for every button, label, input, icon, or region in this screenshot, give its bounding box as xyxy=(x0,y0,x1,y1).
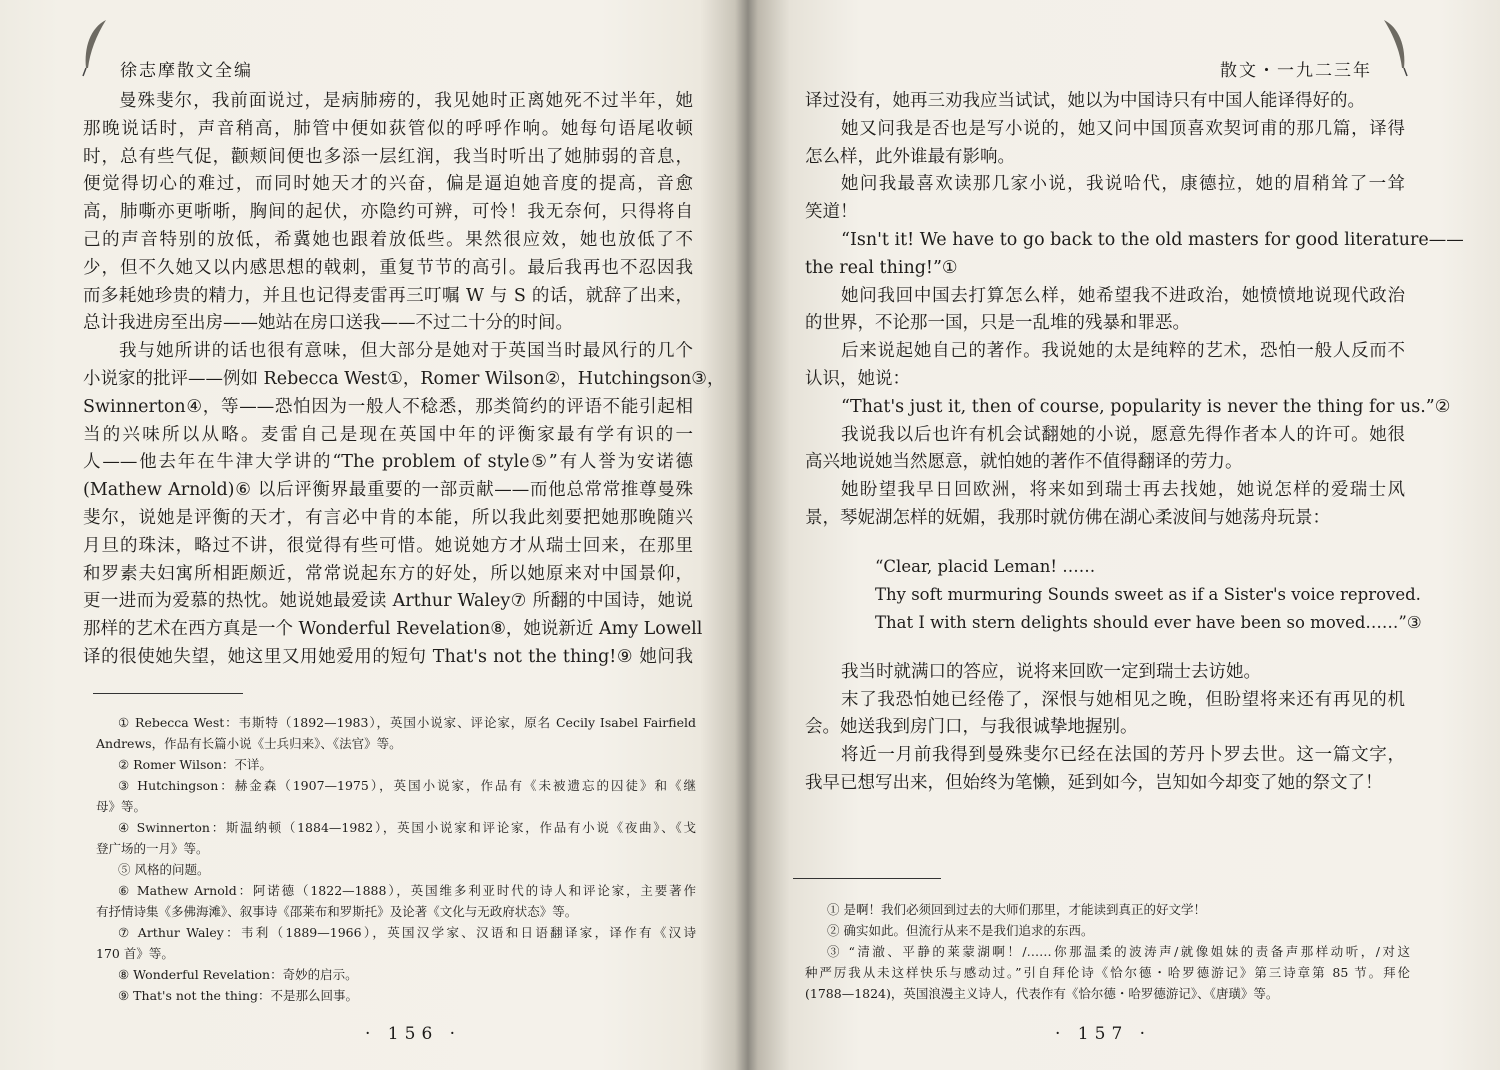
text-line: 的世界，不论那一国，只是一乱堆的残暴和罪恶。 xyxy=(805,313,1190,334)
text-line: (Mathew Arnold)⑥ 以后评衡界最重要的一部贡献——而他总常常推尊曼殊 xyxy=(83,480,693,501)
footnote-line: 种严厉我从未这样快乐与感动过。”引自拜伦诗《恰尔德・哈罗德游记》第三诗章第 85 节。拜伦 xyxy=(805,965,1410,980)
footnote-line: ③ “清澈、平静的莱蒙湖啊！/……你那温柔的波涛声/就像姐妹的责备声那样动听，/对这 xyxy=(827,944,1410,959)
paragraph xyxy=(83,338,725,672)
text-line: 我当时就满口的答应，说将来回欧一定到瑞士去访她。 xyxy=(841,661,1261,682)
paragraph xyxy=(805,687,1405,743)
body-text xyxy=(805,88,1464,798)
footnote-line: 170 首》等。 xyxy=(96,946,174,961)
paragraph xyxy=(805,171,1405,227)
text-line: 更一进而为爱慕的热忱。她说她最爱读 Arthur Waley⑦ 所翻的中国诗，她说 xyxy=(83,591,693,612)
text-line: 译的很使她失望，她这里又用她爱用的短句 That's not the thing!⑨ 她问我 xyxy=(83,646,693,667)
text-line: 那样的艺术在西方真是一个 Wonderful Revelation⑧，她说新近 Amy Lowell xyxy=(83,619,703,640)
text-line: “That's just it, then of course, popularity is never the thing for us.”② xyxy=(841,396,1451,417)
footnote-line: ⑦ Arthur Waley：韦利（1889—1966），英国汉学家、汉语和日语翻译家，译作有《汉诗 xyxy=(118,925,696,940)
text-line: 高，肺嘶亦更哳哳，胸间的起伏，亦隐约可辨，可怜！我无奈何，只得将自 xyxy=(83,202,693,223)
right-page xyxy=(760,0,1500,1070)
text-line: 总计我进房至出房——她站在房口送我——不过二十分的时间。 xyxy=(83,313,573,334)
text-line: “Isn't it! We have to go back to the old masters for good literature—— xyxy=(841,229,1464,250)
footnote-line: 有抒情诗集《多佛海滩》、叙事诗《邵莱布和罗斯托》及论著《文化与无政府状态》等。 xyxy=(96,904,578,919)
footnote-line: ⑨ That's not the thing：不是那么回事。 xyxy=(118,988,359,1003)
text-line: 景，琴妮湖怎样的妩媚，我那时就仿佛在湖心柔波间与她荡舟玩景： xyxy=(805,507,1330,528)
footnotes xyxy=(96,712,696,1006)
poem-line: “Clear, placid Leman! …… xyxy=(875,556,1096,576)
text-line: 她问我回中国去打算怎么样，她希望我不进政治，她愤愤地说现代政治 xyxy=(841,285,1405,306)
footnote xyxy=(805,941,1410,1004)
text-line: 那晚说话时，声音稍高，肺管中便如荻管似的呼呼作响。她每句语尾收顿 xyxy=(83,118,693,139)
footnote xyxy=(96,712,696,754)
text-line: 会。她送我到房门口，与我很诚挚地握别。 xyxy=(805,717,1138,738)
text-line: 月旦的珠沫，略过不讲，很觉得有些可惜。她说她方才从瑞士回来，在那里 xyxy=(83,535,693,556)
footnote-divider xyxy=(793,878,941,879)
paragraph xyxy=(805,659,1405,687)
paragraph xyxy=(805,227,1464,283)
quoted-poem xyxy=(805,553,1422,637)
footnote-line: ② Romer Wilson：不详。 xyxy=(118,757,272,772)
paragraph xyxy=(805,88,1405,116)
feather-quill-icon xyxy=(1380,18,1410,78)
footnote xyxy=(805,899,1410,920)
footnotes xyxy=(805,899,1410,1004)
text-line: 高兴地说她当然愿意，就怕她的著作不值得翻译的劳力。 xyxy=(805,452,1243,473)
footnote-line: 登广场的一月》等。 xyxy=(96,841,209,856)
text-line: 少，但不久她又以内感思想的戟刺，重复节节的高引。最后我再也不忍因我 xyxy=(83,257,693,278)
text-line: 时，总有些气促，颧颊间便也多添一层红润，我当时听出了她肺弱的音息， xyxy=(83,146,693,167)
footnote xyxy=(96,817,696,859)
running-header: 散文・一九二三年 xyxy=(1220,61,1372,81)
left-page xyxy=(0,0,740,1070)
footnote-line: ⑥ Mathew Arnold：阿诺德（1822—1888），英国维多利亚时代的诗人和评论家，主要著作 xyxy=(118,883,696,898)
footnote-line: Andrews，作品有长篇小说《士兵归来》、《法官》等。 xyxy=(96,736,402,751)
paragraph xyxy=(805,283,1405,339)
paragraph xyxy=(805,742,1405,798)
text-line: 曼殊斐尔，我前面说过，是病肺痨的，我见她时正离她死不过半年，她 xyxy=(119,91,693,111)
text-line: 她又问我是否也是写小说的，她又问中国顶喜欢契诃甫的那几篇，译得 xyxy=(841,118,1405,139)
running-header: 徐志摩散文全编 xyxy=(120,61,253,81)
text-line: 笑道！ xyxy=(805,202,858,223)
text-line: 我说我以后也许有机会试翻她的小说，愿意先得作者本人的许可。她很 xyxy=(841,424,1405,445)
footnote-line: (1788—1824)，英国浪漫主义诗人，代表作有《恰尔德・哈罗德游记》、《唐璜》等。 xyxy=(805,986,1279,1001)
footnote xyxy=(96,922,696,964)
body-text xyxy=(83,88,725,672)
text-line: 后来说起她自己的著作。我说她的太是纯粹的艺术，恐怕一般人反而不 xyxy=(841,341,1405,362)
text-line: 和罗素夫妇寓所相距颇近，常常说起东方的好处，所以她原来对中国景仰， xyxy=(83,563,693,584)
paragraph xyxy=(805,422,1405,478)
footnote-line: 母》等。 xyxy=(96,799,147,814)
footnote xyxy=(96,880,696,922)
feather-quill-icon xyxy=(80,18,110,78)
paragraph xyxy=(83,88,693,338)
page-number: · 156 · xyxy=(365,1024,462,1044)
footnote-line: ⑤ 风格的问题。 xyxy=(118,862,210,877)
footnote xyxy=(96,985,696,1006)
text-line: 译过没有，她再三劝我应当试试，她以为中国诗只有中国人能译得好的。 xyxy=(805,91,1365,111)
text-line: 便觉得切心的难过，而同时她天才的兴奋，偏是逼迫她音度的提高，音愈 xyxy=(83,174,693,195)
paragraph xyxy=(805,116,1405,172)
footnote-line: ⑧ Wonderful Revelation：奇妙的启示。 xyxy=(118,967,358,982)
footnote-line: ④ Swinnerton：斯温纳顿（1884—1982），英国小说家和评论家，作品有小说《夜曲》、《戈 xyxy=(118,820,696,835)
footnote-line: ② 确实如此。但流行从来不是我们追求的东西。 xyxy=(827,923,1094,938)
paragraph xyxy=(805,338,1405,394)
poem-line: That I with stern delights should ever have been so moved……”③ xyxy=(875,612,1422,632)
footnote-line: ① 是啊！我们必须回到过去的大师们那里，才能读到真正的好文学！ xyxy=(827,902,1206,917)
page-number: · 157 · xyxy=(1055,1024,1152,1044)
footnote xyxy=(96,859,696,880)
text-line: 我早已想写出来，但始终为笔懒，延到如今，岂知如今却变了她的祭文了！ xyxy=(805,772,1383,793)
text-line: the real thing!”① xyxy=(805,257,958,278)
text-line: 人——他去年在牛津大学讲的“The problem of style⑤”有人誉为安诺德 xyxy=(83,452,693,473)
text-line: 末了我恐怕她已经倦了，深恨与她相见之晚，但盼望将来还有再见的机 xyxy=(841,689,1405,710)
text-line: 怎么样，此外谁最有影响。 xyxy=(805,146,1015,167)
poem-line: Thy soft murmuring Sounds sweet as if a Sister's voice reproved. xyxy=(875,584,1421,604)
paragraph xyxy=(805,477,1405,533)
footnote xyxy=(805,920,1410,941)
text-line: 她问我最喜欢读那几家小说，我说哈代，康德拉，她的眉稍耸了一耸 xyxy=(841,174,1405,195)
text-line: 她盼望我早日回欧洲，将来如到瑞士再去找她，她说怎样的爱瑞士风 xyxy=(841,480,1405,501)
footnote-line: ③ Hutchingson：赫金森（1907—1975），英国小说家，作品有《未被遗忘的囚徒》和《继 xyxy=(118,778,696,793)
footnote-line: ① Rebecca West：韦斯特（1892—1983），英国小说家、评论家，原名 Cecily Isabel Fairfield xyxy=(118,715,696,730)
text-line: 认识，她说： xyxy=(805,368,910,389)
text-line: 我与她所讲的话也很有意味，但大部分是她对于英国当时最风行的几个 xyxy=(119,341,693,362)
text-line: 己的声音特别的放低，希冀她也跟着放低些。果然很应效，她也放低了不 xyxy=(83,229,693,250)
text-line: 当的兴味所以从略。麦雷自己是现在英国中年的评衡家最有学有识的一 xyxy=(83,424,693,445)
text-line: 将近一月前我得到曼殊斐尔已经在法国的芳丹卜罗去世。这一篇文字， xyxy=(841,745,1405,766)
text-line: 小说家的批评——例如 Rebecca West①，Romer Wilson②，Hutchingson③， xyxy=(83,368,725,389)
footnote-divider xyxy=(93,693,243,694)
footnote xyxy=(96,964,696,985)
footnote xyxy=(96,754,696,775)
text-line: 而多耗她珍贵的精力，并且也记得麦雷再三叮嘱 W 与 S 的话，就辞了出来， xyxy=(83,285,693,306)
footnote xyxy=(96,775,696,817)
text-line: Swinnerton④，等——恐怕因为一般人不稔悉，那类简约的评语不能引起相 xyxy=(83,396,693,417)
paragraph xyxy=(805,394,1451,422)
text-line: 斐尔，说她是评衡的天才，有言必中肯的本能，所以我此刻要把她那晚随兴 xyxy=(83,507,693,528)
